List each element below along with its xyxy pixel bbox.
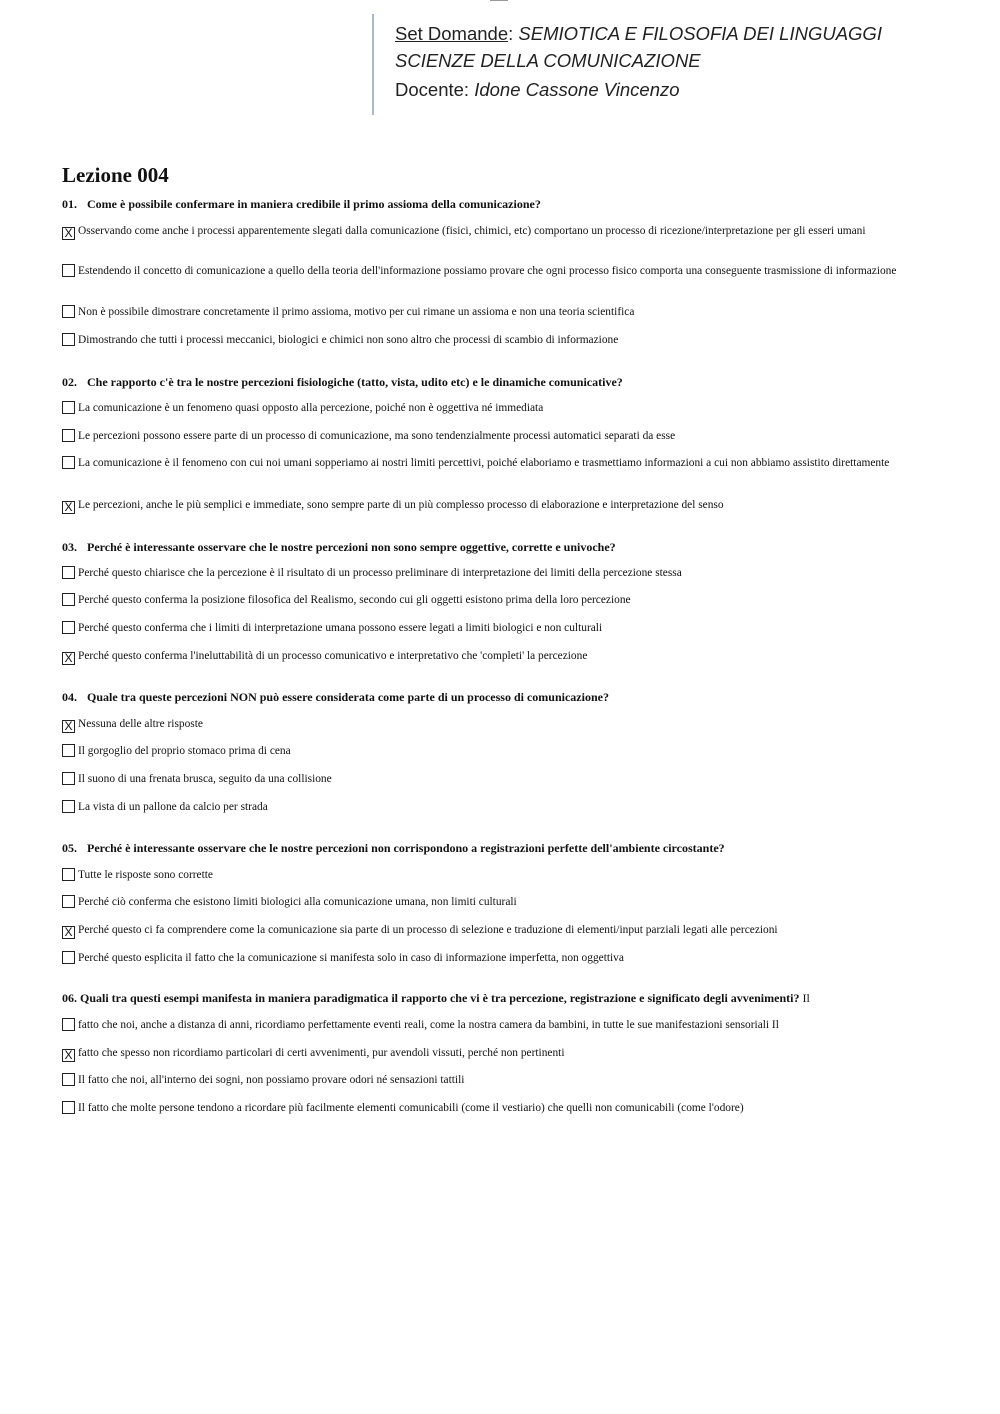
question-text: Perché è interessante osservare che le nostre percezioni non sono sempre oggettive, corrette e univoche?	[87, 540, 616, 554]
faculty-name: SCIENZE DELLA COMUNICAZIONE	[395, 50, 701, 71]
answer-option	[62, 800, 912, 815]
answer-option	[62, 401, 912, 416]
answer-text: Non è possibile dimostrare concretamente il primo assioma, motivo per cui rimane un assioma e non una teoria scientifica	[78, 306, 635, 318]
question-number: 04.	[62, 690, 77, 704]
answer-text: Perché questo conferma che i limiti di interpretazione umana possono essere legati a limiti biologici e non culturali	[78, 622, 603, 634]
answer-text: Osservando come anche i processi apparentemente slegati dalla comunicazione (fisici, chimici, etc) comportano un processo di ricezione/interpretazione per gli esseri umani	[78, 225, 866, 237]
answer-option	[62, 923, 912, 939]
answer-checkbox[interactable]	[62, 772, 75, 785]
question-title	[62, 991, 942, 1006]
answer-text: Le percezioni, anche le più semplici e immediate, sono sempre parte di un più complesso processo di elaborazione e interpretazione del senso	[78, 499, 724, 511]
answer-text: Il gorgoglio del proprio stomaco prima di cena	[78, 745, 291, 757]
answer-text: Perché questo esplicita il fatto che la comunicazione si manifesta solo in caso di informazione imperfetta, non oggettiva	[78, 952, 624, 964]
answer-checkbox[interactable]	[62, 1101, 75, 1114]
answer-option	[62, 1101, 912, 1116]
answer-checkbox[interactable]	[62, 333, 75, 346]
answer-option	[62, 621, 912, 636]
answer-text: La comunicazione è il fenomeno con cui noi umani sopperiamo ai nostri limiti percettivi, poiché elaboriamo e trasmettiamo informazioni a cui non abbiamo assistito direttamente	[78, 457, 890, 469]
question-text: Quali tra questi esempi manifesta in maniera paradigmatica il rapporto che vi è tra percezione, registrazione e significato degli avvenimenti?	[80, 991, 800, 1005]
answer-checkbox[interactable]	[62, 429, 75, 442]
answer-text: Perché ciò conferma che esistono limiti biologici alla comunicazione umana, non limiti culturali	[78, 896, 517, 908]
header-line-course	[395, 23, 882, 45]
answer-checkbox[interactable]: X	[62, 652, 75, 665]
answer-option	[62, 1018, 912, 1033]
answer-text: La vista di un pallone da calcio per strada	[78, 801, 268, 813]
page-top-mark	[490, 0, 508, 3]
answer-option	[62, 1046, 912, 1062]
question-title	[62, 690, 942, 705]
answer-text: Dimostrando che tutti i processi meccanici, biologici e chimici non sono altro che processi di scambio di informazione	[78, 334, 619, 346]
question-number: 01.	[62, 197, 77, 211]
answer-text: Tutte le risposte sono corrette	[78, 869, 213, 881]
answer-text: fatto che spesso non ricordiamo particolari di certi avvenimenti, pur avendoli vissuti, perché non pertinenti	[78, 1047, 565, 1059]
lesson-title: Lezione 004	[62, 163, 169, 187]
answer-checkbox[interactable]	[62, 456, 75, 469]
question-number: 06.	[62, 991, 77, 1005]
answer-text: Perché questo conferma la posizione filosofica del Realismo, secondo cui gli oggetti esistono prima della loro percezione	[78, 594, 631, 606]
header-colon: :	[508, 23, 519, 44]
answer-option	[62, 951, 912, 966]
question-title	[62, 375, 942, 390]
question-text-tail: Il	[799, 991, 810, 1005]
answer-option	[62, 264, 912, 279]
question-number: 03.	[62, 540, 77, 554]
answer-option	[62, 429, 912, 444]
question-title	[62, 540, 942, 555]
answer-checkbox[interactable]	[62, 566, 75, 579]
answer-checkbox[interactable]: X	[62, 501, 75, 514]
answer-checkbox[interactable]	[62, 621, 75, 634]
question-text: Quale tra queste percezioni NON può essere considerata come parte di un processo di comunicazione?	[87, 690, 609, 704]
answer-option	[62, 744, 912, 759]
answer-text: Il suono di una frenata brusca, seguito da una collisione	[78, 773, 332, 785]
header-line-teacher	[395, 79, 680, 101]
answer-checkbox[interactable]	[62, 895, 75, 908]
answer-option	[62, 305, 912, 320]
answer-text: Perché questo conferma l'ineluttabilità di un processo comunicativo e interpretativo che 'completi' la percezione	[78, 650, 588, 662]
answer-text: Il fatto che molte persone tendono a ricordare più facilmente elementi comunicabili (come il vestiario) che quelli non comunicabili (come l'odore)	[78, 1102, 744, 1114]
question-text: Come è possibile confermare in maniera credibile il primo assioma della comunicazione?	[87, 197, 541, 211]
answer-checkbox[interactable]: X	[62, 926, 75, 939]
answer-text: Perché questo chiarisce che la percezione è il risultato di un processo preliminare di interpretazione dei limiti della percezione stessa	[78, 567, 682, 579]
answer-option	[62, 498, 912, 514]
question-title	[62, 197, 942, 212]
answer-checkbox[interactable]	[62, 1073, 75, 1086]
teacher-name: Idone Cassone Vincenzo	[474, 79, 680, 100]
answer-checkbox[interactable]	[62, 868, 75, 881]
answer-text: Estendendo il concetto di comunicazione a quello della teoria dell'informazione possiamo provare che ogni processo fisico comporta una conseguente trasmissione di informazione	[78, 265, 897, 277]
answer-option	[62, 649, 912, 665]
answer-checkbox[interactable]	[62, 305, 75, 318]
question-title	[62, 841, 942, 856]
answer-option	[62, 456, 912, 471]
answer-checkbox[interactable]: X	[62, 227, 75, 240]
answer-text: fatto che noi, anche a distanza di anni, ricordiamo perfettamente eventi reali, come la nostra camera da bambini, in tutte le sue manifestazioni sensoriali Il	[78, 1019, 779, 1031]
answer-text: Nessuna delle altre risposte	[78, 718, 203, 730]
answer-option	[62, 224, 912, 240]
answer-checkbox[interactable]	[62, 744, 75, 757]
question-number: 02.	[62, 375, 77, 389]
answer-checkbox[interactable]	[62, 1018, 75, 1031]
answer-checkbox[interactable]: X	[62, 720, 75, 733]
answer-option	[62, 1073, 912, 1088]
answer-text: Perché questo ci fa comprendere come la comunicazione sia parte di un processo di selezione e traduzione di elementi/input parziali legati alle percezioni	[78, 924, 778, 936]
answer-text: La comunicazione è un fenomeno quasi opposto alla percezione, poiché non è oggettiva né immediata	[78, 402, 544, 414]
answer-checkbox[interactable]	[62, 800, 75, 813]
question-text: Che rapporto c'è tra le nostre percezioni fisiologiche (tatto, vista, udito etc) e le dinamiche comunicative?	[87, 375, 623, 389]
teacher-label: Docente:	[395, 79, 475, 100]
answer-checkbox[interactable]: X	[62, 1049, 75, 1062]
answer-option	[62, 717, 912, 733]
answer-option	[62, 566, 912, 581]
answer-option	[62, 895, 912, 910]
answer-option	[62, 868, 912, 883]
answer-option	[62, 593, 912, 608]
answer-checkbox[interactable]	[62, 401, 75, 414]
answer-checkbox[interactable]	[62, 951, 75, 964]
course-name: SEMIOTICA E FILOSOFIA DEI LINGUAGGI	[518, 23, 882, 44]
question-number: 05.	[62, 841, 77, 855]
answer-option	[62, 772, 912, 787]
answer-option	[62, 333, 912, 348]
answer-text: Le percezioni possono essere parte di un processo di comunicazione, ma sono tendenzialmente processi automatici separati da esse	[78, 430, 676, 442]
answer-checkbox[interactable]	[62, 593, 75, 606]
question-text: Perché è interessante osservare che le nostre percezioni non corrispondono a registrazioni perfette dell'ambiente circostante?	[87, 841, 725, 855]
answer-checkbox[interactable]	[62, 264, 75, 277]
answer-text: Il fatto che noi, all'interno dei sogni, non possiamo provare odori né sensazioni tattili	[78, 1074, 465, 1086]
set-label: Set Domande	[395, 23, 509, 44]
course-header	[372, 14, 972, 115]
